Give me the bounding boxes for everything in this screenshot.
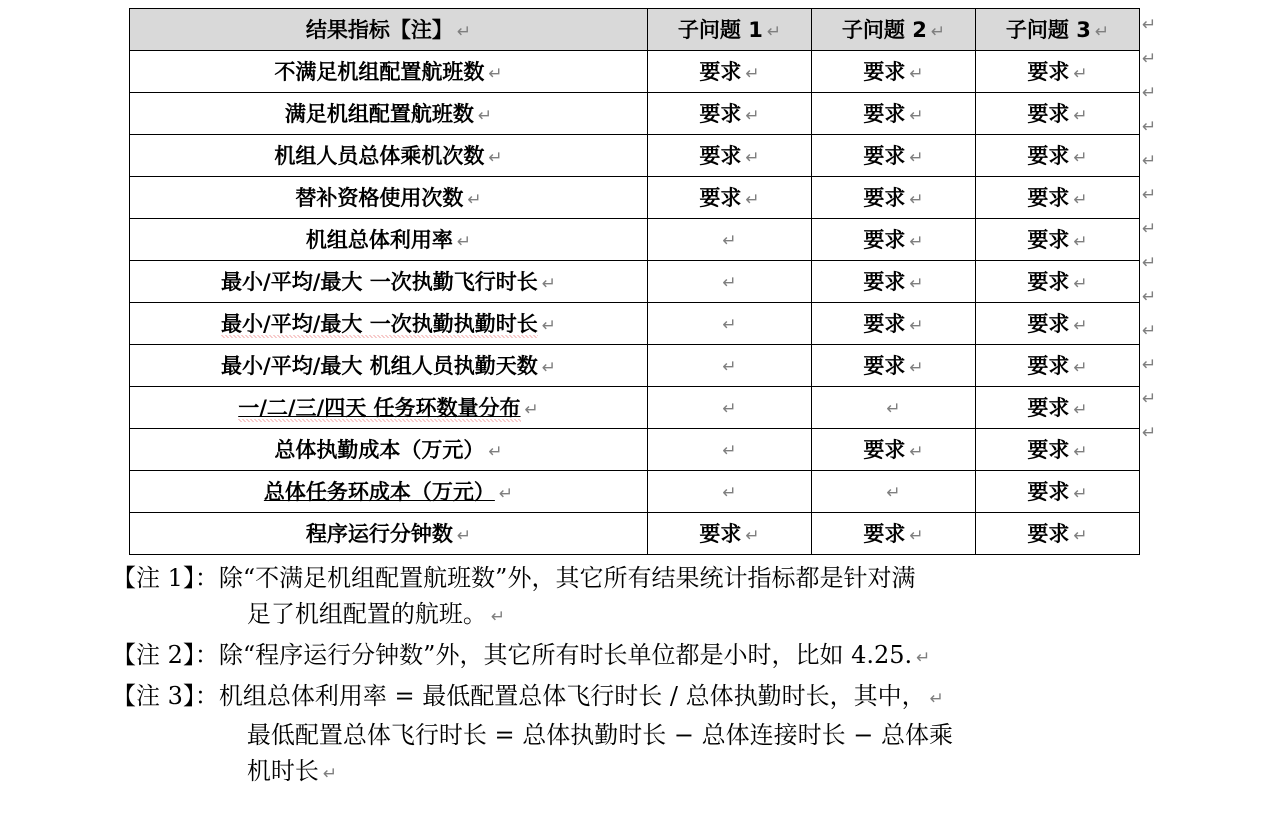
table-row [130,261,1140,303]
subq3-cell [976,471,1140,513]
subq3-cell [976,387,1140,429]
paragraph-mark-icon: ↵ [1073,526,1088,546]
subq2-cell [812,303,976,345]
subq2-cell [812,429,976,471]
subq2-cell [812,51,976,93]
metric-cell [130,471,648,513]
requirement-label: 要求 [863,60,906,84]
paragraph-mark-icon: ↵ [1142,83,1157,103]
subq3-cell [976,93,1140,135]
note-2-body [219,637,1262,676]
requirement-label: 要求 [863,270,906,294]
subq2-cell [812,261,976,303]
subq3-cell [976,429,1140,471]
paragraph-mark-icon: ↵ [541,358,556,378]
table-row [130,135,1140,177]
requirement-label: 要求 [1027,60,1070,84]
paragraph-mark-icon: ↵ [1142,15,1157,35]
paragraph-mark-icon: ↵ [909,316,924,336]
paragraph-mark-icon: ↵ [745,148,760,168]
note-3-line-1: 机组总体利用率 = 最低配置总体飞行时长 / 总体执勤时长，其中， [218,682,926,710]
requirement-label: 要求 [863,102,906,126]
paragraph-mark-icon: ↵ [909,274,924,294]
table-row [130,303,1140,345]
subq3-cell [976,219,1140,261]
subq2-cell [812,345,976,387]
note-1-body [219,560,1262,635]
requirement-label: 要求 [1027,438,1070,462]
paragraph-mark-icon: ↵ [1142,253,1157,273]
paragraph-mark-icon: ↵ [766,22,782,42]
paragraph-mark-icon: ↵ [745,190,760,210]
subq3-cell [976,177,1140,219]
requirement-label: 要求 [863,522,906,546]
paragraph-mark-icon: ↵ [1073,106,1088,126]
subq1-cell [648,471,812,513]
paragraph-mark-icon: ↵ [886,399,901,419]
column-header-subq2 [812,9,976,51]
metric-label: 程序运行分钟数 [305,522,453,546]
paragraph-mark-icon: ↵ [490,607,506,627]
metric-label: 满足机组配置航班数 [284,102,474,126]
subq1-cell [648,93,812,135]
paragraph-mark-icon: ↵ [916,648,931,668]
requirement-label: 要求 [863,144,906,168]
subq1-cell [648,135,812,177]
subq2-cell [812,93,976,135]
table-row [130,429,1140,471]
metric-cell [130,345,648,387]
subq2-cell [812,177,976,219]
requirement-label: 要求 [1027,270,1070,294]
paragraph-mark-icon: ↵ [722,483,737,503]
paragraph-mark-icon: ↵ [1142,287,1157,307]
paragraph-mark-icon: ↵ [1073,64,1088,84]
paragraph-mark-icon: ↵ [1142,117,1157,137]
column-header-subq3-label: 子问题 3 [1005,18,1091,42]
requirement-label: 要求 [1027,186,1070,210]
requirement-label: 要求 [1027,102,1070,126]
paragraph-mark-icon: ↵ [1073,442,1088,462]
paragraph-mark-icon: ↵ [1142,423,1157,443]
paragraph-mark-icon: ↵ [886,483,901,503]
requirement-label: 要求 [1027,144,1070,168]
paragraph-mark-icon: ↵ [456,232,472,252]
note-1-line-2-wrap [219,596,1262,635]
requirement-label: 要求 [1027,396,1070,420]
table-row [130,93,1140,135]
paragraph-mark-icon: ↵ [1142,185,1157,205]
paragraph-mark-icon: ↵ [1073,148,1088,168]
paragraph-mark-icon: ↵ [541,274,556,294]
paragraph-mark-icon: ↵ [929,689,944,709]
metric-cell [130,261,648,303]
note-3-line-3: 机时长 [246,757,319,785]
metric-cell [130,177,648,219]
paragraph-mark-icon: ↵ [477,106,493,126]
subq2-cell [812,513,976,555]
requirement-label: 要求 [863,438,906,462]
paragraph-mark-icon: ↵ [456,526,472,546]
subq1-cell [648,387,812,429]
requirement-label: 要求 [1027,312,1070,336]
metric-label: 一/二/三/四天 任务环数量分布 [238,396,521,420]
paragraph-mark-icon: ↵ [1073,274,1088,294]
paragraph-mark-icon: ↵ [745,64,760,84]
column-header-subq2-label: 子问题 2 [841,18,927,42]
table-row [130,513,1140,555]
paragraph-mark-icon: ↵ [722,273,737,293]
note-3-line-2: 最低配置总体飞行时长 = 总体执勤时长 − 总体连接时长 − 总体乘 [246,721,954,749]
metric-cell [130,429,648,471]
paragraph-mark-icon: ↵ [722,231,737,251]
paragraph-mark-icon: ↵ [488,64,503,84]
table-row [130,177,1140,219]
subq1-cell [648,513,812,555]
column-header-subq1-label: 子问题 1 [677,18,763,42]
paragraph-mark-icon: ↵ [909,64,924,84]
table-row [130,471,1140,513]
table-row [130,387,1140,429]
paragraph-mark-icon: ↵ [909,442,924,462]
note-3-line-3-wrap [219,753,1262,792]
paragraph-mark-icon: ↵ [909,358,924,378]
result-metrics-table-wrapper [129,8,1139,555]
metric-cell [130,51,648,93]
requirement-label: 要求 [699,60,742,84]
column-header-metric [130,9,648,51]
paragraph-mark-icon: ↵ [1094,22,1110,42]
paragraph-mark-icon: ↵ [745,526,760,546]
metric-label: 机组人员总体乘机次数 [274,144,485,168]
subq2-cell [812,219,976,261]
requirement-label: 要求 [863,312,906,336]
requirement-label: 要求 [1027,354,1070,378]
subq1-cell [648,429,812,471]
metric-cell [130,135,648,177]
paragraph-mark-icon: ↵ [1142,389,1157,409]
table-header-row [130,9,1140,51]
requirement-label: 要求 [1027,522,1070,546]
metric-label: 不满足机组配置航班数 [274,60,485,84]
subq1-cell [648,177,812,219]
paragraph-mark-icon: ↵ [541,316,556,336]
paragraph-mark-icon: ↵ [524,400,539,420]
paragraph-mark-icon: ↵ [1073,484,1088,504]
paragraph-mark-icon: ↵ [467,190,482,210]
subq1-cell [648,261,812,303]
subq1-cell [648,219,812,261]
paragraph-mark-icon: ↵ [1073,190,1088,210]
subq2-cell [812,135,976,177]
paragraph-mark-icon: ↵ [1073,358,1088,378]
metric-cell [130,93,648,135]
paragraph-mark-icon: ↵ [488,148,503,168]
paragraph-mark-icon: ↵ [722,315,737,335]
table-row [130,345,1140,387]
column-header-metric-label: 结果指标【注】 [305,18,453,42]
requirement-label: 要求 [863,354,906,378]
subq1-cell [648,303,812,345]
subq3-cell [976,513,1140,555]
paragraph-mark-icon: ↵ [722,357,737,377]
note-1-line-1: 除“不满足机组配置航班数”外，其它所有结果统计指标都是针对满 [218,564,916,592]
metric-label: 最小/平均/最大 一次执勤飞行时长 [221,270,538,294]
note-3 [112,678,1262,792]
metric-cell [130,513,648,555]
requirement-label: 要求 [699,522,742,546]
metric-label: 替补资格使用次数 [295,186,464,210]
paragraph-mark-icon: ↵ [1073,232,1088,252]
paragraph-mark-icon: ↵ [909,106,924,126]
subq3-cell [976,261,1140,303]
row-end-paragraph-marks [1142,8,1182,450]
paragraph-mark-icon: ↵ [930,22,946,42]
paragraph-mark-icon: ↵ [722,441,737,461]
subq1-cell [648,51,812,93]
paragraph-mark-icon: ↵ [488,442,503,462]
paragraph-mark-icon: ↵ [1142,321,1157,341]
paragraph-mark-icon: ↵ [456,22,472,42]
paragraph-mark-icon: ↵ [1142,219,1157,239]
paragraph-mark-icon: ↵ [1142,49,1157,69]
metric-label: 总体执勤成本（万元） [274,438,485,462]
requirement-label: 要求 [1027,480,1070,504]
requirement-label: 要求 [1027,228,1070,252]
paragraph-mark-icon: ↵ [1073,400,1088,420]
paragraph-mark-icon: ↵ [909,232,924,252]
paragraph-mark-icon: ↵ [1073,316,1088,336]
requirement-label: 要求 [699,144,742,168]
metric-cell [130,387,648,429]
paragraph-mark-icon: ↵ [1142,355,1157,375]
requirement-label: 要求 [863,186,906,210]
metric-label: 机组总体利用率 [305,228,453,252]
note-1-line-2: 足了机组配置的航班。 [246,600,487,628]
note-2 [112,637,1262,676]
table-row [130,219,1140,261]
table-row [130,51,1140,93]
subq3-cell [976,345,1140,387]
paragraph-mark-icon: ↵ [909,148,924,168]
note-2-line-1: 除“程序运行分钟数”外，其它所有时长单位都是小时，比如 4.25. [218,641,913,669]
note-3-body [219,678,1262,792]
subq3-cell [976,51,1140,93]
result-metrics-table [129,8,1140,555]
subq1-cell [648,345,812,387]
subq3-cell [976,135,1140,177]
requirement-label: 要求 [699,186,742,210]
requirement-label: 要求 [699,102,742,126]
metric-cell [130,219,648,261]
note-2-label: 【注 2】： [112,641,219,669]
metric-label: 总体任务环成本（万元） [263,480,495,504]
subq3-cell [976,303,1140,345]
note-1 [112,560,1262,635]
paragraph-mark-icon: ↵ [1142,151,1157,171]
requirement-label: 要求 [863,228,906,252]
column-header-subq3 [976,9,1140,51]
metric-label: 最小/平均/最大 机组人员执勤天数 [221,354,538,378]
metric-cell [130,303,648,345]
subq2-cell [812,387,976,429]
paragraph-mark-icon: ↵ [909,190,924,210]
paragraph-mark-icon: ↵ [722,399,737,419]
metric-label: 最小/平均/最大 一次执勤执勤时长 [221,312,538,336]
paragraph-mark-icon: ↵ [322,764,338,784]
paragraph-mark-icon: ↵ [909,526,924,546]
paragraph-mark-icon: ↵ [498,484,514,504]
note-1-label: 【注 1】： [112,564,219,592]
subq2-cell [812,471,976,513]
paragraph-mark-icon: ↵ [745,106,760,126]
note-3-label: 【注 3】： [112,682,219,710]
notes-section [112,560,1262,794]
column-header-subq1 [648,9,812,51]
note-3-line-2-wrap [219,717,1262,753]
